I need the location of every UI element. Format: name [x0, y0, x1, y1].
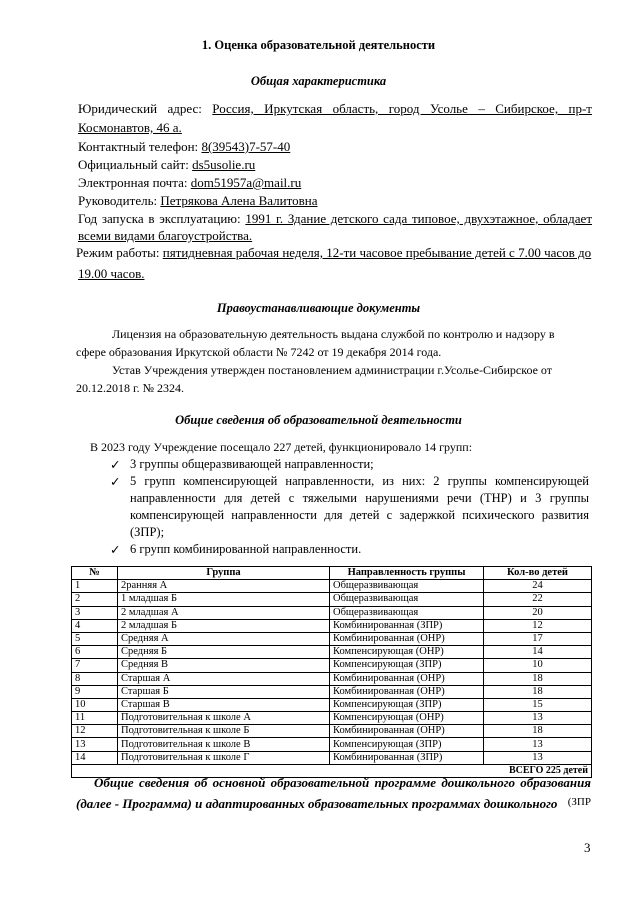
address-line-1 [78, 101, 592, 117]
table-row [72, 672, 592, 685]
cell-direction: Общеразвивающая [330, 593, 484, 606]
col-header-direction: Направленность группы [330, 567, 484, 580]
table-body [72, 580, 592, 765]
cell-number: 5 [72, 632, 118, 645]
cell-number: 14 [72, 751, 118, 764]
phone-value[interactable]: 8(39543)7-57-40 [201, 139, 291, 154]
head-value: Петрякова Алена Валитовна [160, 193, 318, 208]
cell-direction: Компенсирующая (ЗПР) [330, 698, 484, 711]
cell-number: 9 [72, 685, 118, 698]
program-line-2-text: (далее - Программа) и адаптированных образовательных программах дошкольного [76, 796, 558, 811]
table-row [72, 646, 592, 659]
site-line [78, 157, 255, 173]
email-label: Электронная почта: [78, 175, 188, 190]
charter-line-1: Устав Учреждения утвержден постановлением администрации г.Усолье-Сибирское от [112, 363, 553, 377]
activity-intro: В 2023 году Учреждение посещало 227 детей, функционировало 14 групп: [90, 440, 473, 454]
launch-line-2 [78, 228, 252, 244]
general-heading: Общая характеристика [250, 74, 387, 88]
cell-number: 4 [72, 619, 118, 632]
cell-group: Средняя Б [118, 646, 330, 659]
cell-group: Подготовительная к школе Г [118, 751, 330, 764]
cell-count: 24 [484, 580, 592, 593]
section-title: 1. Оценка образовательной деятельности [201, 38, 436, 52]
table-row [72, 751, 592, 764]
table-row [72, 632, 592, 645]
cell-count: 18 [484, 672, 592, 685]
launch-label: Год запуска в эксплуатацию: [78, 211, 241, 226]
address-line-2 [78, 120, 182, 136]
cell-count: 22 [484, 593, 592, 606]
cell-direction: Компенсирующая (ЗПР) [330, 659, 484, 672]
table-row [72, 580, 592, 593]
program-line-1: Общие сведения об основной образовательной программе дошкольного образования [94, 775, 591, 790]
email-link[interactable]: dom51957a@mail.ru [190, 175, 302, 190]
cell-count: 20 [484, 606, 592, 619]
cell-number: 6 [72, 646, 118, 659]
cell-count: 18 [484, 685, 592, 698]
cell-number: 8 [72, 672, 118, 685]
cell-number: 3 [72, 606, 118, 619]
cell-direction: Компенсирующая (ОНР) [330, 712, 484, 725]
mode-value-continued: 19.00 часов. [78, 266, 145, 281]
table-row [72, 725, 592, 738]
groups-table [71, 566, 592, 778]
bullet-item: 3 группы общеразвивающей направленности; [130, 457, 374, 471]
cell-direction: Комбинированная (ОНР) [330, 685, 484, 698]
table-header-row [72, 567, 592, 580]
bullet-item-continued: (ЗПР); [130, 525, 165, 539]
cell-number: 13 [72, 738, 118, 751]
charter-line-2: 20.12.2018 г. № 2324. [76, 381, 185, 395]
cell-count: 15 [484, 698, 592, 711]
cell-number: 11 [72, 712, 118, 725]
cell-group: Подготовительная к школе В [118, 738, 330, 751]
bullet-item: 5 групп компенсирующей направленности, из них: 2 группы компенсирующей [130, 474, 589, 488]
check-icon: ✓ [110, 458, 121, 472]
cell-number: 1 [72, 580, 118, 593]
check-icon: ✓ [110, 543, 121, 557]
cell-direction: Комбинированная (ЗПР) [330, 619, 484, 632]
cell-count: 18 [484, 725, 592, 738]
table-total: ВСЕГО 225 детей [72, 764, 592, 777]
cell-group: Старшая Б [118, 685, 330, 698]
head-label: Руководитель: [78, 193, 158, 208]
cell-direction: Компенсирующая (ОНР) [330, 646, 484, 659]
cell-count: 13 [484, 738, 592, 751]
bullet-item-continued: компенсирующей направленности для детей с задержкой психического развития [130, 508, 589, 522]
cell-count: 12 [484, 619, 592, 632]
site-label: Официальный сайт: [78, 157, 189, 172]
mode-line-1 [76, 245, 591, 261]
table-row [72, 685, 592, 698]
cell-direction: Общеразвивающая [330, 580, 484, 593]
cell-count: 17 [484, 632, 592, 645]
cell-count: 13 [484, 751, 592, 764]
cell-number: 10 [72, 698, 118, 711]
cell-number: 2 [72, 593, 118, 606]
page-number: 3 [584, 840, 591, 855]
license-line-1: Лицензия на образовательную деятельность выдана службой по контролю и надзору в [112, 327, 555, 341]
cell-group: Старшая А [118, 672, 330, 685]
cell-direction: Комбинированная (ЗПР) [330, 751, 484, 764]
bullet-item: 6 групп комбинированной направленности. [130, 542, 362, 556]
table-row [72, 712, 592, 725]
activity-heading: Общие сведения об образовательной деятельности [175, 413, 462, 427]
cell-group: 1 младшая Б [118, 593, 330, 606]
launch-value-continued: всеми видами благоустройства. [78, 228, 253, 243]
phone-label: Контактный телефон: [78, 139, 199, 154]
table-row [72, 659, 592, 672]
cell-direction: Комбинированная (ОНР) [330, 672, 484, 685]
cell-count: 14 [484, 646, 592, 659]
cell-group: Средняя А [118, 632, 330, 645]
mode-value: пятидневная рабочая неделя, 12-ти часовое пребывание детей с 7.00 часов до [162, 245, 592, 260]
address-value-continued: Космонавтов, 46 а. [78, 120, 182, 135]
col-header-group: Группа [118, 567, 330, 580]
cell-group: Средняя В [118, 659, 330, 672]
cell-direction: Комбинированная (ОНР) [330, 632, 484, 645]
mode-label: Режим работы: [76, 245, 160, 260]
cell-group: Подготовительная к школе А [118, 712, 330, 725]
table-row [72, 593, 592, 606]
license-line-2: сфере образования Иркутской области № 7242 от 19 декабря 2014 года. [76, 345, 442, 359]
cell-direction: Компенсирующая (ЗПР) [330, 738, 484, 751]
cell-group: 2 младшая Б [118, 619, 330, 632]
cell-count: 10 [484, 659, 592, 672]
col-header-number: № [72, 567, 118, 580]
head-line [78, 193, 318, 209]
cell-group: Подготовительная к школе Б [118, 725, 330, 738]
col-header-count: Кол-во детей [484, 567, 592, 580]
cell-group: Старшая В [118, 698, 330, 711]
table-row [72, 606, 592, 619]
email-line [78, 175, 301, 191]
table-row [72, 738, 592, 751]
launch-line-1 [78, 211, 592, 227]
cell-group: 2 младшая А [118, 606, 330, 619]
program-line-2-tail: (ЗПР [567, 796, 591, 808]
cell-count: 13 [484, 712, 592, 725]
site-link[interactable]: ds5usolie.ru [192, 157, 256, 172]
bullet-item-continued: направленности для детей с тяжелыми нарушениями речи (ТНР) и 3 группы [130, 491, 589, 505]
address-label: Юридический адрес: [78, 101, 202, 116]
mode-line-2 [78, 266, 144, 282]
cell-group: 2ранняя А [118, 580, 330, 593]
cell-number: 7 [72, 659, 118, 672]
cell-direction: Комбинированная (ОНР) [330, 725, 484, 738]
table-row [72, 698, 592, 711]
check-icon: ✓ [110, 475, 121, 489]
address-value: Россия, Иркутская область, город Усолье – Сибирское, пр-т [212, 101, 592, 116]
cell-direction: Общеразвивающая [330, 606, 484, 619]
table-row [72, 619, 592, 632]
phone-line [78, 139, 290, 155]
program-line-2 [76, 796, 591, 812]
cell-number: 12 [72, 725, 118, 738]
launch-value: 1991 г. Здание детского сада типовое, двухэтажное, обладает [245, 211, 592, 226]
legal-heading: Правоустанавливающие документы [216, 301, 421, 315]
